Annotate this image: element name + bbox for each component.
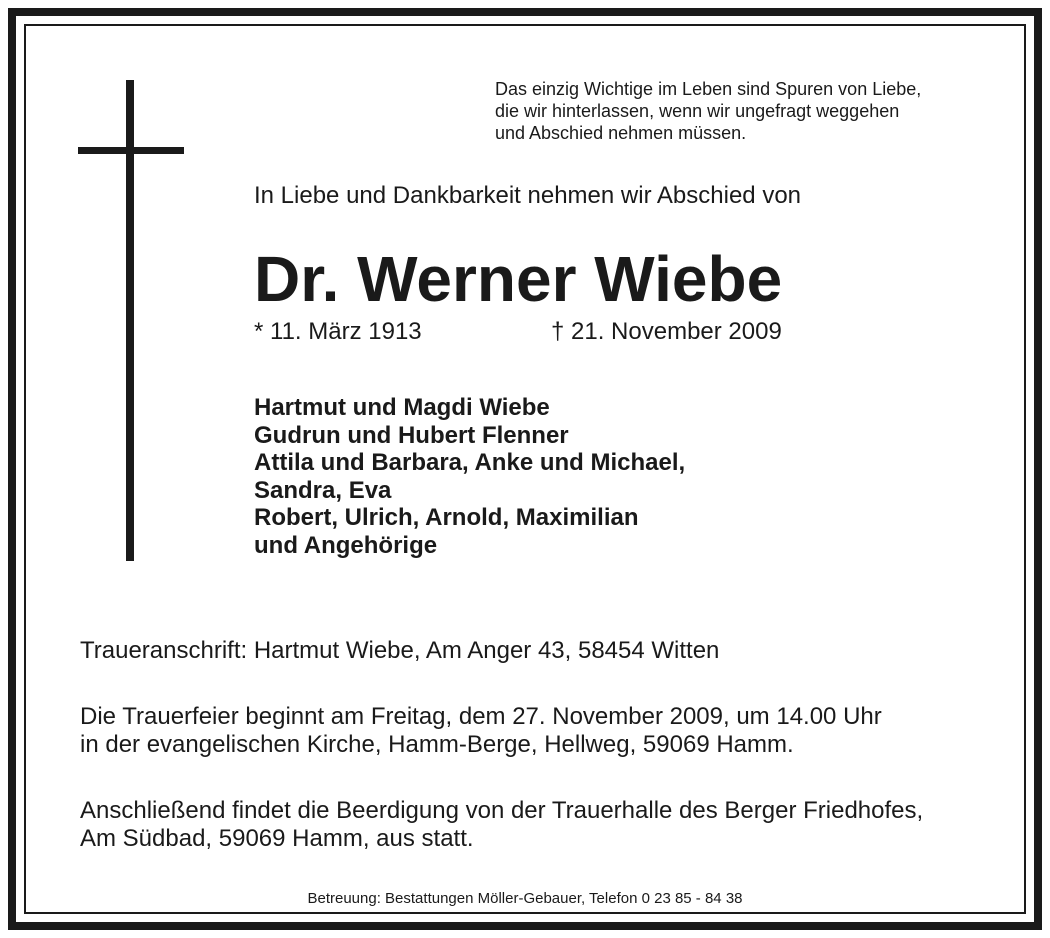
mourner-line: Robert, Ulrich, Arnold, Maximilian bbox=[254, 504, 639, 531]
service-line: Die Trauerfeier beginnt am Freitag, dem 27. November 2009, um 14.00 Uhr bbox=[80, 703, 882, 730]
deceased-name: Dr. Werner Wiebe bbox=[254, 243, 783, 315]
mourner-line: Hartmut und Magdi Wiebe bbox=[254, 394, 550, 421]
burial-line: Anschließend findet die Beerdigung von der Trauerhalle des Berger Friedhofes, bbox=[80, 797, 924, 824]
quote-line: die wir hinterlassen, wenn wir ungefragt weggehen bbox=[495, 101, 900, 121]
mourner-line: Sandra, Eva bbox=[254, 476, 392, 504]
undertaker-footer: Betreuung: Bestattungen Möller-Gebauer, Telefon 0 23 85 - 84 38 bbox=[307, 890, 743, 907]
mourners-list bbox=[254, 394, 685, 559]
mourner-line: und Angehörige bbox=[254, 531, 438, 559]
mourner-line: Attila und Barbara, Anke und Michael, bbox=[254, 449, 686, 476]
quote-line: Das einzig Wichtige im Leben sind Spuren von Liebe, bbox=[495, 79, 922, 99]
burial-info bbox=[80, 797, 923, 853]
intro-text: In Liebe und Dankbarkeit nehmen wir Abschied von bbox=[254, 182, 802, 209]
mourner-line: Gudrun und Hubert Flenner bbox=[254, 421, 569, 449]
quote-line: und Abschied nehmen müssen. bbox=[495, 123, 747, 143]
epigraph-quote bbox=[495, 78, 995, 144]
service-line: in der evangelischen Kirche, Hamm-Berge, Hellweg, 59069 Hamm. bbox=[80, 731, 794, 758]
cross-horizontal-bar bbox=[78, 147, 184, 154]
condolence-address: Traueranschrift: Hartmut Wiebe, Am Anger 43, 58454 Witten bbox=[80, 637, 720, 664]
funeral-service-info bbox=[80, 703, 882, 759]
birth-date: * 11. März 1913 bbox=[254, 318, 422, 345]
burial-line: Am Südbad, 59069 Hamm, aus statt. bbox=[80, 825, 474, 852]
death-date: † 21. November 2009 bbox=[551, 318, 782, 345]
